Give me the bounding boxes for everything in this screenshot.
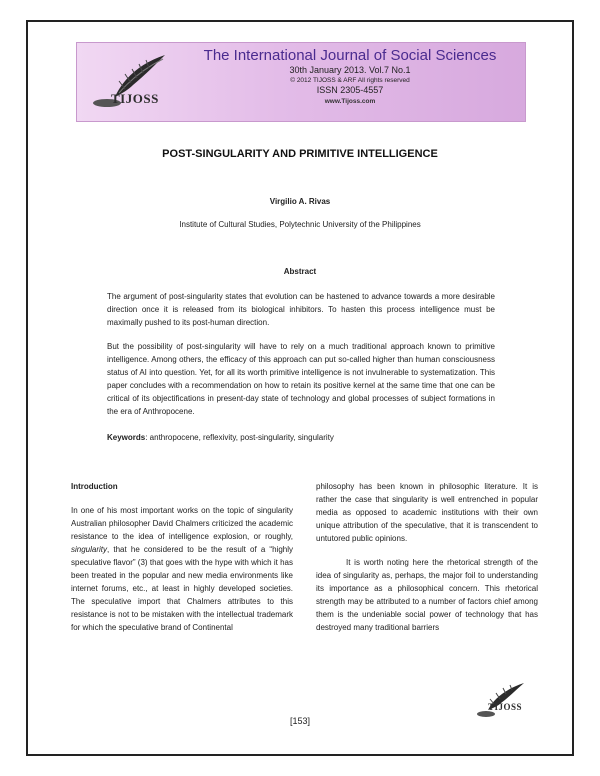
journal-title: The International Journal of Social Sciences	[203, 47, 497, 64]
page-number: [153]	[289, 716, 311, 726]
text-run: , that he considered to be the result of a “highly speculative flavor” (3) that goes with the hype with which it has been treated in the popular and new media environments like internet forums, etc., at least in highly developed societies. The speculative import that Chalmers attributes to this resistance is not to be mistaken with the intellectual trademark for which the speculative brand of Continental	[71, 545, 293, 632]
keywords-label: Keywords	[107, 433, 146, 442]
body-column-left	[71, 480, 293, 645]
author-name: Virgilio A. Rivas	[269, 197, 331, 206]
issn-line: ISSN 2305-4557	[316, 85, 384, 95]
emphasis-text: singularity	[71, 545, 108, 554]
logo-text: TIJOSS	[111, 91, 159, 106]
journal-logo	[85, 49, 185, 115]
body-column-right	[316, 480, 538, 645]
keywords-list: : anthropocene, reflexivity, post-singularity, singularity	[145, 433, 334, 442]
abstract-paragraph: The argument of post-singularity states that evolution can be hastened to advance towards a more desirable direction once it is released from its biological inhibitors. To hasten this process intelligence must be maximally pushed to its post-human direction.	[107, 292, 495, 327]
banner-text-block	[185, 47, 515, 107]
abstract-heading: Abstract	[283, 267, 317, 276]
journal-banner	[76, 42, 526, 122]
footer-logo	[474, 680, 534, 720]
quill-icon	[474, 680, 534, 720]
text-run: In one of his most important works on the topic of singularity Australian philosopher David Chalmers criticized the academic resistance to the idea of intelligence explosion, or roughly,	[71, 506, 293, 541]
body-paragraph	[71, 504, 293, 634]
section-heading: Introduction	[71, 482, 118, 491]
abstract-paragraph: But the possibility of post-singularity will have to rely on a much traditional approach known to primitive intelligence. Among others, the efficacy of this approach can put so-called higher than human consciousness status of AI into question. Yet, for all its worth primitive intelligence is not invulnerable to systematization. This paper concludes with a recommendation on how to retain its positive kernel at the same time that one can be critical of its objectifications in present-day state of technology and global processes of subject formations in the era of Anthropocene.	[107, 342, 495, 416]
copyright-line: © 2012 TIJOSS & ARF All rights reserved	[290, 77, 410, 84]
author-affiliation: Institute of Cultural Studies, Polytechnic University of the Philippines	[179, 220, 421, 229]
body-paragraph: It is worth noting here the rhetorical strength of the idea of singularity as, perhaps, the major foil to understanding its importance as a philosophical concern. This rhetorical strength may be attributed to a number of factors chief among them is the undeniable social power of technology that has destroyed many traditional barriers	[316, 558, 538, 632]
body-paragraph: philosophy has been known in philosophic literature. It is rather the case that singularity is well entrenched in popular media as opposed to academic institutions with their own unique attribution of the speculative, that it is transcendent to untutored public opinions.	[316, 482, 538, 543]
paper-title: POST-SINGULARITY AND PRIMITIVE INTELLIGENCE	[162, 148, 438, 160]
issue-line: 30th January 2013. Vol.7 No.1	[289, 65, 411, 75]
website-link[interactable]: www.Tijoss.com	[324, 98, 376, 105]
logo-text: TIJOSS	[488, 702, 523, 712]
keywords	[107, 433, 334, 442]
